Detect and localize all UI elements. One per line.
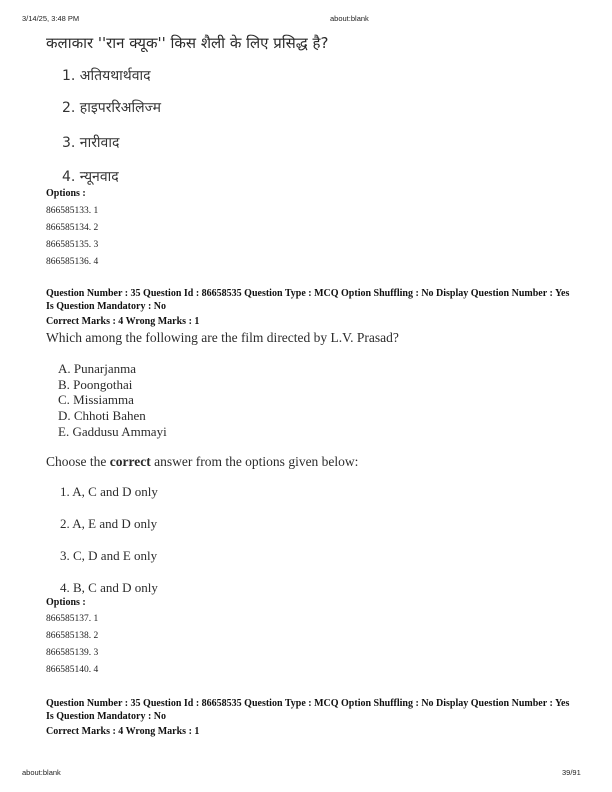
option-id: 866585137. 1	[46, 614, 99, 624]
answer-choice: 2. A, E and D only	[60, 516, 158, 531]
choose-prefix: Choose the	[46, 454, 110, 469]
answer-choice: 4. न्यूनवाद	[62, 169, 119, 185]
question-text-hindi: कलाकार ''रान क्यूक'' किस शैली के लिए प्रसिद्ध है?	[46, 34, 329, 52]
print-page-number: 39/91	[562, 768, 581, 777]
answer-choice: 1. अतियथार्थवाद	[62, 68, 151, 84]
print-footer-url: about:blank	[22, 768, 61, 777]
answer-choice: 3. C, D and E only	[60, 548, 158, 563]
option-id: 866585136. 4	[46, 257, 99, 267]
choose-bold: correct	[109, 454, 151, 469]
option-id: 866585135. 3	[46, 240, 99, 250]
answer-choice: 2. हाइपररिअलिज्म	[62, 100, 161, 116]
film-item: D. Chhoti Bahen	[58, 408, 146, 424]
print-datetime: 3/14/25, 3:48 PM	[22, 14, 80, 23]
marks-meta: Correct Marks : 4 Wrong Marks : 1	[46, 726, 200, 737]
print-page-title: about:blank	[330, 14, 369, 23]
question-meta: Question Number : 35 Question Id : 86658535 Question Type : MCQ Option Shuffling : No Display Question Number : Yes Is Question Mandatory : No	[46, 698, 570, 722]
option-id: 866585134. 2	[46, 223, 99, 233]
film-item: C. Missiamma	[58, 392, 134, 408]
answer-choice: 3. नारीवाद	[62, 135, 120, 151]
answer-choice: 1. A, C and D only	[60, 484, 158, 499]
option-id: 866585139. 3	[46, 648, 99, 658]
choose-suffix: answer from the options given below:	[150, 454, 359, 469]
film-item: B. Poongothai	[58, 376, 133, 392]
question-text: Which among the following are the film directed by L.V. Prasad?	[46, 330, 399, 345]
options-label: Options :	[46, 597, 86, 608]
option-id: 866585133. 1	[46, 206, 99, 216]
answer-choice: 4. B, C and D only	[60, 580, 158, 595]
option-id: 866585138. 2	[46, 631, 99, 641]
options-label: Options :	[46, 188, 86, 199]
choose-instruction	[46, 454, 358, 470]
marks-meta: Correct Marks : 4 Wrong Marks : 1	[46, 316, 200, 327]
question-meta: Question Number : 35 Question Id : 86658535 Question Type : MCQ Option Shuffling : No Display Question Number : Yes Is Question Mandatory : No	[46, 288, 570, 312]
film-list	[58, 361, 167, 440]
film-item: A. Punarjanma	[58, 361, 136, 376]
option-id: 866585140. 4	[46, 665, 99, 675]
film-item: E. Gaddusu Ammayi	[58, 423, 167, 439]
